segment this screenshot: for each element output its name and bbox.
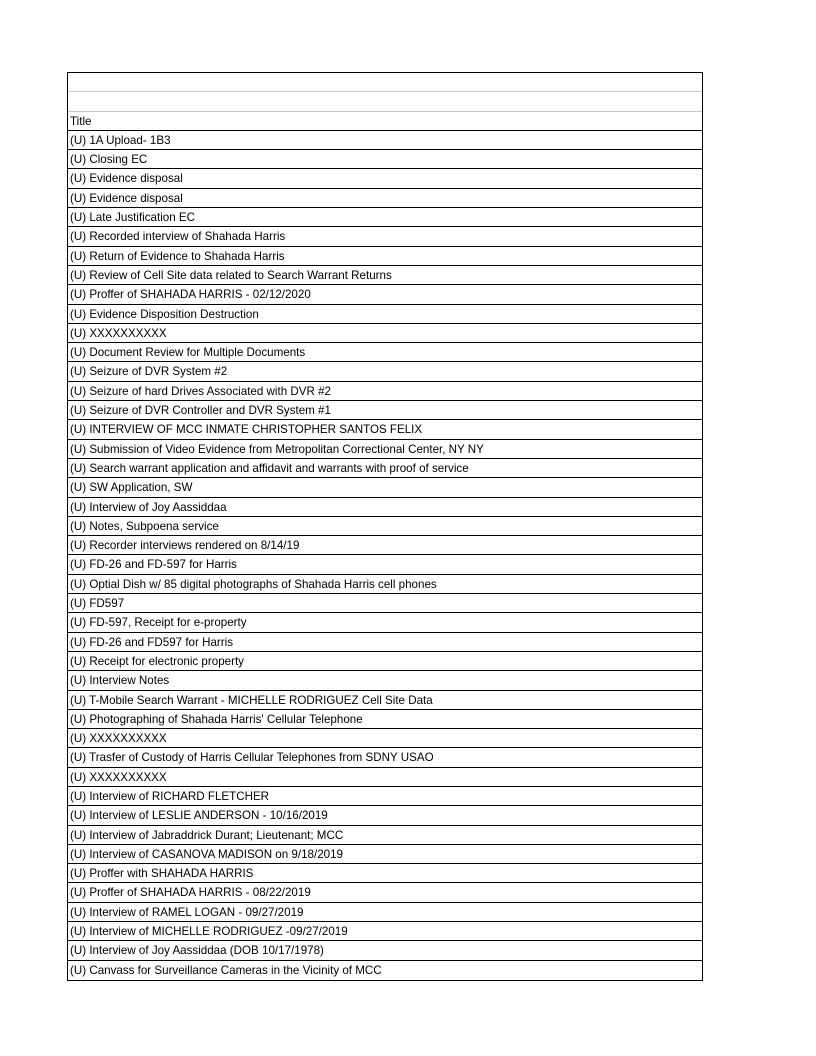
table-row: (U) Notes, Subpoena service (68, 517, 702, 536)
table-row: (U) Search warrant application and affidavit and warrants with proof of service (68, 459, 702, 478)
table-row: (U) XXXXXXXXXX (68, 324, 702, 343)
table-row: (U) Interview of RICHARD FLETCHER (68, 787, 702, 806)
table-row: (U) FD597 (68, 594, 702, 613)
table-row: (U) Interview of CASANOVA MADISON on 9/18/2019 (68, 845, 702, 864)
table-row: (U) Interview Notes (68, 671, 702, 690)
table-row: (U) XXXXXXXXXX (68, 729, 702, 748)
table-row: (U) Evidence disposal (68, 169, 702, 188)
table-row: (U) Photographing of Shahada Harris' Cellular Telephone (68, 710, 702, 729)
table-row: (U) Interview of Jabraddrick Durant; Lieutenant; MCC (68, 826, 702, 845)
table-row: (U) FD-597, Receipt for e-property (68, 613, 702, 632)
table-row: (U) Return of Evidence to Shahada Harris (68, 247, 702, 266)
table-row: (U) FD-26 and FD597 for Harris (68, 633, 702, 652)
table-row: (U) Interview of RAMEL LOGAN - 09/27/2019 (68, 903, 702, 922)
table-row: (U) Seizure of DVR System #2 (68, 362, 702, 381)
table-row: (U) Interview of MICHELLE RODRIGUEZ -09/27/2019 (68, 922, 702, 941)
table-row: (U) Proffer with SHAHADA HARRIS (68, 864, 702, 883)
table-row: (U) Document Review for Multiple Documents (68, 343, 702, 362)
table-row: (U) 1A Upload- 1B3 (68, 131, 702, 150)
table-row: (U) Review of Cell Site data related to Search Warrant Returns (68, 266, 702, 285)
table-row: (U) Trasfer of Custody of Harris Cellular Telephones from SDNY USAO (68, 748, 702, 767)
table-row: (U) Closing EC (68, 150, 702, 169)
table-row: (U) Interview of LESLIE ANDERSON - 10/16/2019 (68, 806, 702, 825)
table-row: (U) Recorder interviews rendered on 8/14/19 (68, 536, 702, 555)
table-row: (U) T-Mobile Search Warrant - MICHELLE RODRIGUEZ Cell Site Data (68, 691, 702, 710)
table-row: (U) Submission of Video Evidence from Metropolitan Correctional Center, NY NY (68, 440, 702, 459)
blank-row (68, 92, 702, 111)
table-row: (U) Recorded interview of Shahada Harris (68, 227, 702, 246)
table-row: (U) Evidence disposal (68, 189, 702, 208)
table-row: (U) Proffer of SHAHADA HARRIS - 08/22/2019 (68, 883, 702, 902)
table-row: (U) INTERVIEW OF MCC INMATE CHRISTOPHER SANTOS FELIX (68, 420, 702, 439)
table-row: (U) Late Justification EC (68, 208, 702, 227)
table-row: (U) Proffer of SHAHADA HARRIS - 02/12/2020 (68, 285, 702, 304)
table-row: (U) SW Application, SW (68, 478, 702, 497)
table-row: (U) Receipt for electronic property (68, 652, 702, 671)
column-header-title: Title (68, 112, 702, 131)
table-row: (U) XXXXXXXXXX (68, 768, 702, 787)
table-row: (U) FD-26 and FD-597 for Harris (68, 555, 702, 574)
table-row: (U) Seizure of DVR Controller and DVR System #1 (68, 401, 702, 420)
table-row: (U) Canvass for Surveillance Cameras in the Vicinity of MCC (70, 963, 382, 977)
table-row: (U) Interview of Joy Aassiddaa (68, 498, 702, 517)
table-row: (U) Interview of Joy Aassiddaa (DOB 10/17/1978) (68, 941, 702, 960)
blank-row (68, 73, 702, 92)
title-table (67, 72, 703, 981)
table-row: (U) Optial Dish w/ 85 digital photographs of Shahada Harris cell phones (68, 575, 702, 594)
table-row: (U) Seizure of hard Drives Associated with DVR #2 (68, 382, 702, 401)
table-row: (U) Evidence Disposition Destruction (68, 305, 702, 324)
